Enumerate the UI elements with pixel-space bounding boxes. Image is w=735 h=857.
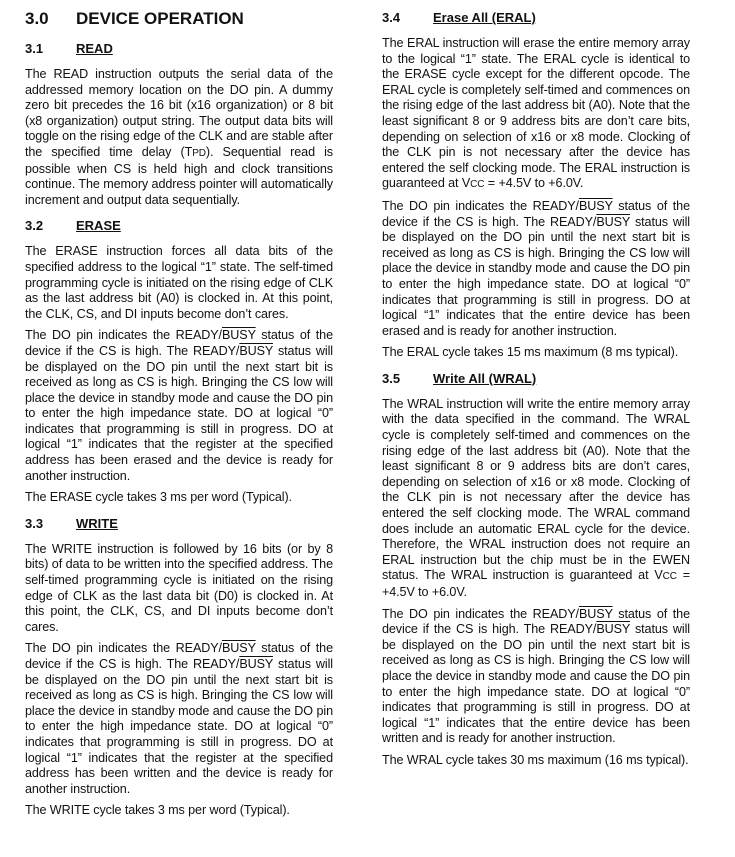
section-3-1 — [25, 41, 333, 208]
subscript-text: CC — [470, 179, 485, 191]
text-run: The DO pin indicates the READY/ — [25, 328, 222, 343]
section-title: WRITE — [76, 515, 118, 531]
text-run: status of the device if the CS is high. The READY/ — [382, 198, 690, 229]
section-title: Write All (WRAL) — [433, 370, 537, 386]
text-run: The DO pin indicates the READY/ — [25, 641, 222, 656]
text-run: status of the device if the CS is high. The READY/ — [25, 641, 333, 671]
section-heading — [25, 516, 333, 532]
section-title: Erase All (ERAL) — [433, 10, 536, 25]
paragraph — [382, 753, 690, 769]
text-run: The WRAL cycle takes 30 ms maximum (16 ms typical). — [382, 752, 689, 767]
subscript-text: CC — [662, 571, 677, 583]
text-run: = +4.5V to +6.0V. — [382, 568, 691, 599]
paragraph — [25, 244, 333, 322]
paragraph — [25, 542, 333, 636]
overlined-text: BUSY — [239, 343, 273, 358]
text-run: status will be displayed on the DO pin until the next start bit is received as long as CS is high. Bringing the CS low will place the device in standby mode and cause the DO pin to enter the high impedance state. DO at logical “0” indicates that programming is still in progress. DO at logical “1” indicates that the entire device has been written and is ready for another instruction. — [382, 622, 690, 746]
overlined-text: BUSY — [578, 606, 613, 621]
title-text: DEVICE OPERATION — [76, 9, 244, 28]
overlined-text: BUSY — [596, 214, 630, 229]
paragraph — [25, 328, 333, 484]
section-number: 3.2 — [25, 218, 44, 234]
text-run: The READ instruction outputs the serial data of the addressed memory location on the DO pin. A dummy zero bit precedes the 16 bit (x16 organization) or 8 bit (x8 organization) output string. The output data bits will toggle on the rising edge of the CLK and are stable after the specified time delay (T — [25, 67, 333, 159]
section-number: 3.4 — [382, 10, 401, 25]
page-title — [25, 9, 333, 31]
text-run: status will be displayed on the DO pin until the next start bit is received as long as CS is high. Bringing the CS low will place the device in standby mode and cause the DO pin to enter the high impedance state. DO at logical “0” indicates that programming is still in progress. DO at logical “1” indicates that the register at the specified address has been written and the device is ready for another instruction. — [25, 657, 333, 796]
right-column — [382, 0, 690, 775]
paragraph — [25, 490, 333, 506]
section-heading — [25, 218, 333, 234]
paragraph — [25, 803, 333, 819]
text-run: status of the device if the CS is high. The READY/ — [25, 328, 333, 358]
text-run: The ERAL instruction will erase the entire memory array to the logical “1” state. The ERAL cycle is identical to the ERASE cycle except for the different opcode. The ERAL cycle is completely self-timed and commences on the rising edge of the last address bit (A0). Note that the least significant 8 or 9 address bits are don’t care bits, depending on selection of x16 or x8 mode. Clocking of the CLK pin is not necessary after the device has entered the self clocking mode. The ERAL instruction is guaranteed at V — [382, 36, 690, 191]
text-run: status will be displayed on the DO pin until the next start bit is received as long as CS is high. Bringing the CS low will place the device in standby mode and cause the DO pin to enter the high impedance state. DO at logical “0” indicates that programming is still in progress. DO at logical “1” indicates that the register at the specified address has been erased and the device is ready for another instruction. — [25, 343, 333, 483]
section-3-4 — [382, 10, 690, 361]
section-number: 3.1 — [25, 41, 44, 56]
paragraph — [25, 67, 333, 208]
text-run: The ERAL cycle takes 15 ms maximum (8 ms typical). — [382, 345, 679, 360]
left-column — [25, 0, 333, 825]
left-sections — [25, 41, 333, 819]
text-run: The ERASE cycle takes 3 ms per word (Typical). — [25, 490, 292, 505]
text-run: The DO pin indicates the READY/ — [382, 198, 579, 213]
title-number: 3.0 — [25, 9, 49, 28]
section-heading — [25, 41, 333, 57]
text-run: The ERASE instruction forces all data bits of the specified address to the logical “1” state. The self-timed programming cycle is initiated on the rising edge of CLK as the last address bit (A0) is clocked in. At this point, the CLK, CS, and DI inputs become don’t cares. — [25, 244, 333, 321]
text-run: The WRITE cycle takes 3 ms per word (Typical). — [25, 803, 290, 818]
overlined-text: BUSY — [578, 198, 613, 213]
subscript-text: PD — [192, 147, 206, 159]
section-3-3 — [25, 516, 333, 819]
overlined-text: BUSY — [596, 622, 630, 637]
section-title: ERASE — [76, 218, 121, 234]
section-3-5 — [382, 371, 690, 769]
text-run: The WRITE instruction is followed by 16 bits (or by 8 bits) of data to be written into the specified address. The self-timed programming cycle is initiated on the rising edge of CLK as the last data bit (D0) is clocked in. At this point, the CLK, CS, and DI inputs become don’t cares. — [25, 541, 333, 634]
text-run: status will be displayed on the DO pin until the next start bit is received as long as CS is high. Bringing the CS low will place the device in standby mode and cause the DO pin to enter the high impedance state. DO at logical “0” indicates that programming is still in progress. DO at logical “1” indicates that the entire device has been erased and is ready for another instruction. — [382, 214, 690, 338]
section-heading — [382, 371, 690, 387]
paragraph — [382, 397, 690, 601]
section-number: 3.5 — [382, 370, 401, 386]
section-title: READ — [76, 41, 113, 56]
text-run: The WRAL instruction will write the entire memory array with the data specified in the command. The WRAL cycle is completely self-timed and commences on the rising edge of the last address bit (A0). Note that the least significant 8 or 9 address bits are don’t cares, depending on selection of x16 or x8 mode. Clocking of the CLK pin is not necessary after the device has entered the self clocking mode. The WRAL command does include an automatic ERAL cycle for the device. Therefore, the WRAL instruction does not require an ERAL instruction but the chip must be in the EWEN status. The WRAL instruction is guaranteed at V — [382, 396, 690, 583]
section-number: 3.3 — [25, 515, 44, 531]
right-sections — [382, 10, 690, 769]
text-run: status of the device if the CS is high. The READY/ — [382, 606, 690, 637]
paragraph — [382, 199, 690, 339]
paragraph — [382, 607, 690, 747]
text-run: ). Sequential read is possible when CS is held high and clock transitions continue. The memory address pointer will automatically increment and output data sequentially. — [25, 144, 333, 207]
text-run: = +4.5V to +6.0V. — [484, 176, 584, 191]
overlined-text: BUSY — [221, 641, 256, 656]
paragraph — [25, 641, 333, 797]
paragraph — [382, 36, 690, 193]
overlined-text: BUSY — [221, 328, 256, 343]
overlined-text: BUSY — [239, 657, 273, 671]
text-run: The DO pin indicates the READY/ — [382, 606, 579, 621]
section-3-2 — [25, 218, 333, 506]
section-heading — [382, 10, 690, 26]
paragraph — [382, 345, 690, 361]
